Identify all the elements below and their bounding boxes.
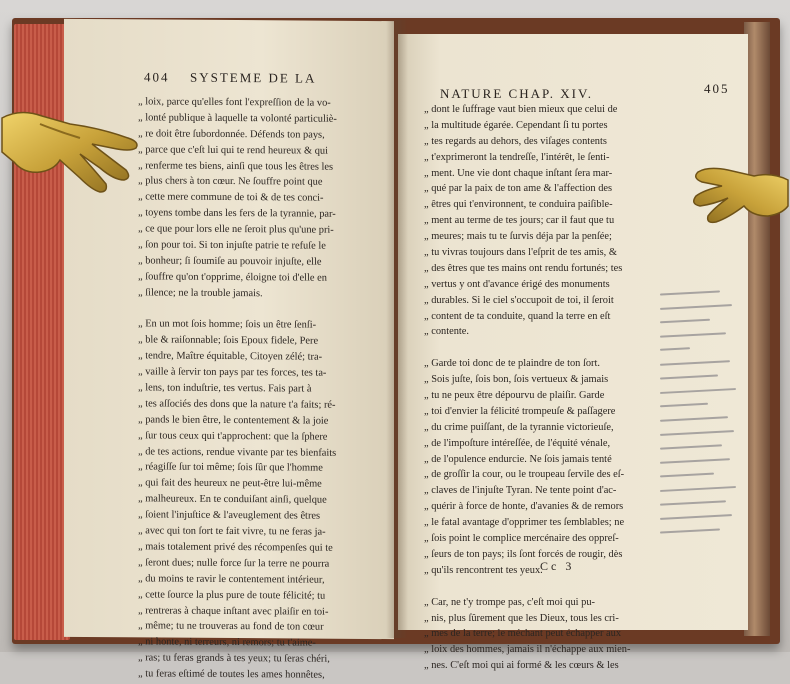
text-line: „ loix, parce qu'elles font l'expreſſion de la vo- <box>138 96 331 109</box>
text-line: „ du crime puiſſant, de la tyrannie victorieuſe, <box>424 421 614 433</box>
text-line: „ dont le ſuffrage vaut bien mieux que celui de <box>424 104 618 115</box>
text-line: „ le fatal avantage d'opprimer tes ſemblables; ne <box>424 517 625 529</box>
text-line: „ meures; mais tu te ſurvis déja par la penſée; <box>424 231 612 243</box>
text-line: „ lens, ton induſtrie, tes vertus. Fais part à <box>138 382 312 395</box>
text-line: „ lonté publique à laquelle ta volonté particuliè- <box>138 112 337 125</box>
handwritten-margin-notes <box>660 280 742 620</box>
text-line: „ tu ne peux être dépourvu de plaiſir. Garde <box>424 390 605 402</box>
text-line: „ de l'opulence endurcie. Ne ſois jamais tenté <box>424 453 612 465</box>
text-line: „ nes. C'eſt moi qui ai formé & les cœurs & les <box>424 660 619 672</box>
text-line: „ ſon pour toi. Si ton injuſte patrie te refuſe le <box>138 239 326 252</box>
text-line: „ loix des hommes, jamais il n'échappe aux mien- <box>424 644 631 656</box>
text-line: „ parce que c'eſt lui qui te rend heureux & qui <box>138 144 328 157</box>
text-line <box>424 579 630 595</box>
left-page-text <box>138 94 337 683</box>
text-line: „ mes de la terre; le méchant peut échapper aux <box>424 628 622 640</box>
text-line: „ ras; tu feras grands à tes yeux; tu ſeras chéri, <box>138 652 330 665</box>
text-line: „ nis, plus ſûrement que les Dieux, tous les cri- <box>424 612 619 624</box>
text-line: „ tu vivras toujours dans l'eſprit de tes amis, & <box>424 247 617 259</box>
text-line: „ qui fait des heureux ne peut-être lui-même <box>138 477 322 491</box>
text-line: „ ſilence; ne la trouble jamais. <box>138 287 263 299</box>
text-line: „ contente. <box>424 326 470 338</box>
text-line: „ ſois point le complice mercénaire des oppreſ- <box>424 533 619 545</box>
signature-mark: Cc 3 <box>540 559 575 573</box>
left-page-number: 404 <box>144 69 170 85</box>
text-line: „ cette ſource la plus pure de toute félicité; tu <box>138 588 326 602</box>
text-line: „ même; tu ne trouveras au fond de ton cœur <box>138 620 324 634</box>
text-line: „ ce que pour lors elle ne ſeroit plus qu'une pri- <box>138 223 334 236</box>
text-line: „ réagiſſe ſur toi même; ſois ſûr que l'homme <box>138 461 323 475</box>
text-line: „ du moins te ravir le contentement intérieur, <box>138 573 325 586</box>
right-brass-hand-clamp-icon <box>688 150 790 230</box>
text-line <box>424 340 630 356</box>
text-line: „ bonheur; ſi ſoumiſe au pouvoir injuſte, elle <box>138 255 322 268</box>
right-page-text <box>424 102 630 674</box>
text-line: „ re doit être ſubordonnée. Défends ton pays, <box>138 128 325 141</box>
text-line: „ toi d'envier la félicité trompeuſe & paſſagere <box>424 405 616 417</box>
text-line: „ de tes actions, rendue vivante par tes bienfaits <box>138 445 337 459</box>
text-line: „ de groſſir la cour, ou le troupeau ſervile des eſ- <box>424 469 625 481</box>
text-line: „ toyens tombe dans les fers de la tyrannie, par- <box>138 207 336 220</box>
text-line: „ ſouffre qu'on t'opprime, éloigne toi d'elle en <box>138 271 327 284</box>
text-line: „ plus chers à ton cœur. Ne ſouffre point que <box>138 175 323 189</box>
text-line: „ claves de l'injuſte Tyran. Ne tente point d'ac- <box>424 485 617 497</box>
text-line: „ tu feras eſtimé de toutes les ames honnêtes, <box>138 668 325 681</box>
left-brass-hand-clamp-icon <box>0 88 150 198</box>
text-line: „ renferme tes biens, ainſi que tous les êtres les <box>138 159 334 173</box>
text-line: „ pands le bien être, le contentement & la joie <box>138 414 329 427</box>
text-line: „ vaille à ſervir ton pays par tes forces, tes ta- <box>138 366 327 379</box>
text-line: „ ſeront dues; nulle force ſur la terre ne pourra <box>138 557 330 570</box>
text-line: „ mais totalement privé des récompenſes qui te <box>138 541 333 554</box>
text-line: „ ni honte, ni terreurs, ni remors; tu t'aime- <box>138 636 316 649</box>
text-line: „ tes regards au dehors, des viſages contents <box>424 135 607 147</box>
text-line: „ de l'impoſture intéreſſée, de l'équité vénale, <box>424 437 611 449</box>
text-line: „ qué par la paix de ton ame & l'affection des <box>424 183 613 195</box>
text-line: „ la multitude égarée. Cependant ſi tu portes <box>424 119 608 131</box>
text-line: „ t'exprimeront la tendreſſe, l'intérêt, le ſenti- <box>424 151 610 163</box>
text-line: „ des êtres que tes mains ont rendu fortunés; tes <box>424 262 623 274</box>
text-line: „ durables. Si le ciel s'occupoit de toi, il ſeroit <box>424 294 614 306</box>
text-line: „ ſoient l'injuſtice & l'aveuglement des êtres <box>138 509 321 522</box>
left-running-head: SYSTEME DE LA <box>190 69 317 86</box>
book-gutter <box>386 20 408 638</box>
text-line: „ malheureux. En te conduiſant ainſi, quelque <box>138 493 327 506</box>
text-line: „ vertus y ont d'avance érigé des monuments <box>424 278 610 290</box>
text-line: „ ment. Une vie dont chaque inſtant ſera mar- <box>424 167 613 179</box>
text-line: „ content de ta conduite, quand la terre en eſt <box>424 310 611 322</box>
text-line: „ quérir à force de honte, d'avanies & de remors <box>424 501 624 513</box>
text-line: „ ſur tous ceux qui t'approchent: que la ſphere <box>138 430 328 443</box>
text-line: „ ble & raiſonnable; ſois Epoux fidele, Pere <box>138 334 319 347</box>
text-line: „ Car, ne t'y trompe pas, c'eſt moi qui pu- <box>424 596 595 608</box>
text-line: „ rentreras à chaque inſtant avec plaiſir en toi- <box>138 604 329 618</box>
text-line: „ Sois juſte, ſois bon, ſois vertueux & jamais <box>424 374 609 386</box>
text-line: „ ment au terme de tes jours; car il faut que tu <box>424 215 615 227</box>
text-line: „ En un mot ſois homme; ſois un être ſenſi- <box>138 318 317 332</box>
text-line: „ tendre, Maître équitable, Citoyen zélé; tra- <box>138 350 323 363</box>
text-line: „ cette mere commune de toi & de tes conci- <box>138 191 324 205</box>
text-line: „ êtres qui t'environnent, te conduira paiſible- <box>424 199 613 211</box>
text-line: „ tes aſſociés des dons que la nature t'a faits; ré- <box>138 398 336 411</box>
text-line <box>138 301 337 318</box>
text-line: „ avec qui ton ſort te fait vivre, tu ne feras ja- <box>138 525 326 538</box>
right-running-head: NATURE CHAP. XIV. <box>440 86 593 101</box>
text-line: „ Garde toi donc de te plaindre de ton ſort. <box>424 358 601 370</box>
text-line: „ ſeurs de ton pays; ils ſont forcés de rougir, dès <box>424 548 623 560</box>
right-page-number: 405 <box>704 81 730 96</box>
text-line: „ qu'ils rencontrent tes yeux. <box>424 564 543 576</box>
